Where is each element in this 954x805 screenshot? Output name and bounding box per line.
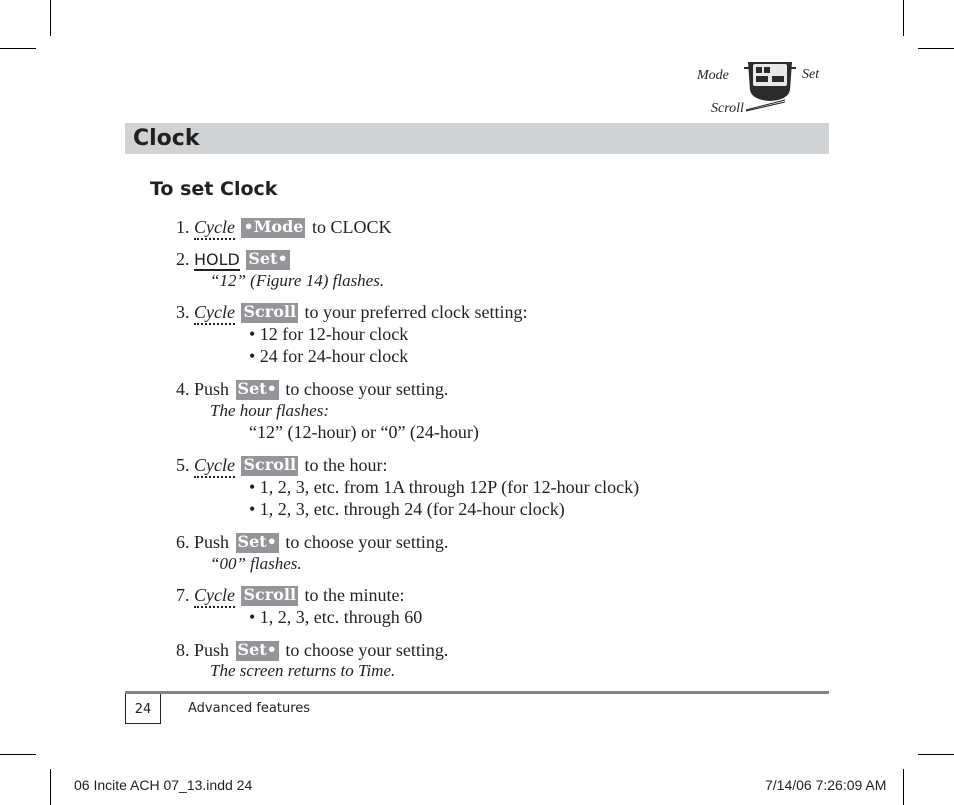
cycle-action: Cycle [194,217,235,240]
step-1 [176,216,391,238]
crop-mark [0,754,36,755]
bullet-item: • 12 for 12-hour clock [249,324,409,344]
scroll-pointer-icon [745,98,787,112]
step-number: 1. [176,217,190,237]
crop-mark [918,754,954,755]
page-number: 24 [125,694,161,724]
crop-mark [918,48,954,49]
step-text: to the minute: [304,585,405,605]
step-note: The hour flashes: [210,401,329,420]
step-number: 5. [176,455,190,475]
step-6 [176,531,448,553]
bullet-item: • 1, 2, 3, etc. through 24 (for 24-hour clock) [249,499,565,519]
step-text: to choose your setting. [285,379,449,399]
step-number: 6. [176,532,190,552]
step-4 [176,378,448,400]
step-text: to the hour: [304,455,388,475]
crop-mark [50,0,51,36]
crop-mark [903,0,904,36]
hold-action: HOLD [194,250,240,269]
slug-filename: 06 Incite ACH 07_13.indd 24 [74,777,253,793]
step-note: The screen returns to Time. [210,661,396,680]
step-8 [176,639,448,661]
step-number: 8. [176,640,190,660]
cycle-action: Cycle [194,585,235,608]
subheading: To set Clock [150,178,278,200]
section-banner [125,123,829,154]
bullet-item: • 24 for 24-hour clock [249,346,409,366]
crop-mark [0,48,36,49]
set-button-icon: Set• [237,640,277,659]
step-note: “12” (Figure 14) flashes. [210,271,385,290]
step-text: to CLOCK [311,217,392,237]
crop-mark [50,769,51,805]
slug-timestamp: 7/14/06 7:26:09 AM [765,777,887,793]
bike-computer-icon [744,62,796,102]
scroll-button-icon: Scroll [243,585,297,604]
section-title: Clock [133,126,200,151]
cycle-action: Cycle [194,455,235,478]
scroll-button-icon: Scroll [243,302,297,321]
push-action: Push [194,532,230,552]
step-number: 2. [176,249,190,269]
device-scroll-label: Scroll [711,101,744,116]
set-button-icon: Set• [237,379,277,398]
cycle-action: Cycle [194,302,235,325]
step-detail: “12” (12-hour) or “0” (24-hour) [249,422,479,442]
step-7 [176,584,405,606]
push-action: Push [194,640,230,660]
set-button-icon: Set• [248,249,288,268]
step-text: to choose your setting. [285,640,449,660]
step-3 [176,301,527,323]
footer-section: Advanced features [188,701,311,716]
mode-button-icon: •Mode [243,217,304,236]
step-number: 4. [176,379,190,399]
push-action: Push [194,379,230,399]
device-set-label: Set [802,67,820,82]
bullet-item: • 1, 2, 3, etc. from 1A through 12P (for 12-hour clock) [249,477,640,497]
step-text: to your preferred clock setting: [304,302,528,322]
scroll-button-icon: Scroll [243,455,297,474]
step-note: “00” flashes. [210,554,302,573]
set-button-icon: Set• [237,532,277,551]
footer-rule [125,691,829,694]
bullet-item: • 1, 2, 3, etc. through 60 [249,607,423,627]
crop-mark [903,769,904,805]
step-number: 3. [176,302,190,322]
step-text: to choose your setting. [285,532,449,552]
device-mode-label: Mode [697,68,729,83]
step-5 [176,454,388,476]
step-2 [176,248,292,271]
step-number: 7. [176,585,190,605]
